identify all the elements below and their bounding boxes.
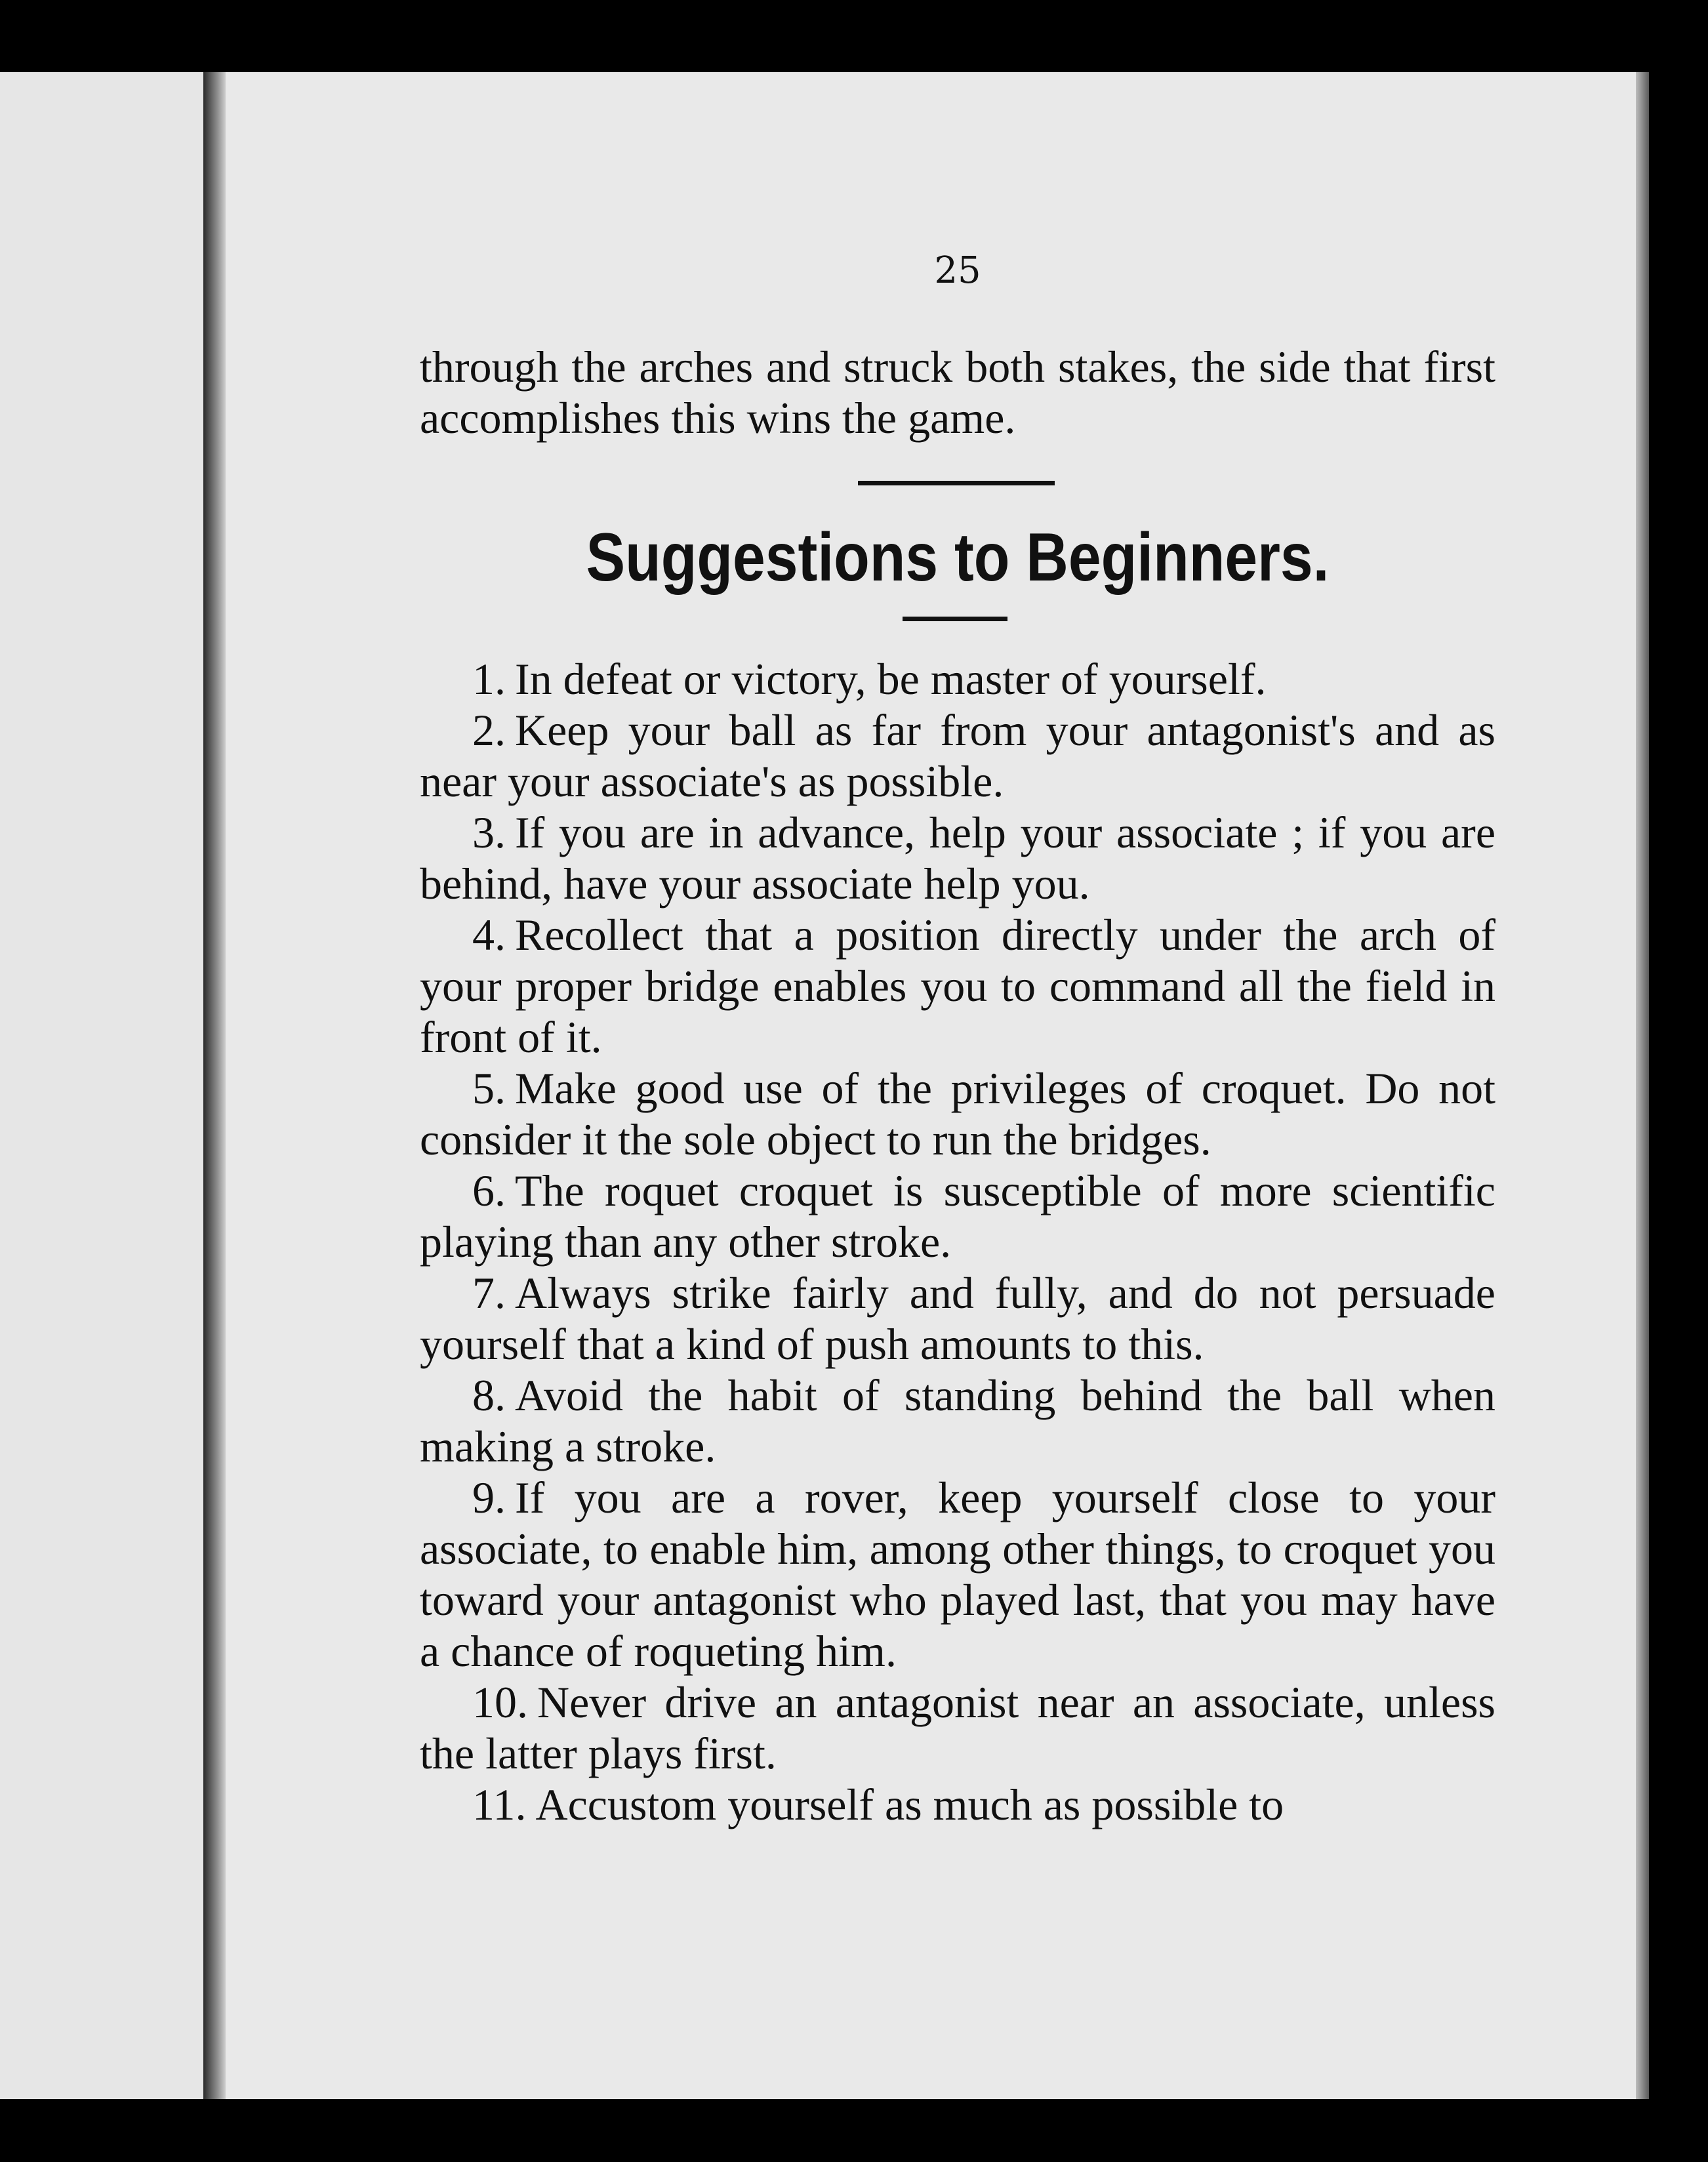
suggestion-text: Make good use of the privileges of croquet. Do not consider it the sole object to run the bridges. — [420, 1063, 1495, 1164]
suggestion-number: 10. — [472, 1677, 528, 1727]
suggestion-item — [420, 704, 1495, 807]
suggestion-item — [420, 807, 1495, 909]
suggestion-item — [420, 1063, 1495, 1165]
suggestion-number: 2. — [472, 705, 506, 755]
suggestion-number: 7. — [472, 1268, 506, 1318]
suggestion-text: Never drive an antagonist near an associate, unless the latter plays first. — [420, 1677, 1495, 1778]
suggestion-item — [420, 909, 1495, 1063]
suggestion-item — [420, 1165, 1495, 1267]
suggestion-text: Accustom yourself as much as possible to — [535, 1780, 1284, 1829]
suggestion-number: 1. — [472, 654, 506, 704]
suggestion-item — [420, 653, 1495, 704]
suggestion-number: 6. — [472, 1166, 506, 1215]
suggestion-item — [420, 1779, 1495, 1830]
suggestion-number: 9. — [472, 1473, 506, 1522]
suggestion-text: Always strike fairly and fully, and do not persuade yourself that a kind of push amounts to this. — [420, 1268, 1495, 1369]
suggestion-item — [420, 1472, 1495, 1677]
book-spine-gutter — [203, 72, 226, 2099]
heading-rule-top — [858, 481, 1055, 485]
suggestion-number: 4. — [472, 910, 506, 960]
suggestion-text: If you are a rover, keep yourself close to your associate, to enable him, among other things, to croquet you toward your antagonist who played last, that you may have a chance of roqueting him. — [420, 1473, 1495, 1676]
suggestions-list — [420, 653, 1495, 1830]
suggestion-number: 5. — [472, 1063, 506, 1113]
suggestion-text: Keep your ball as far from your antagonist's and as near your associate's as possible. — [420, 705, 1495, 806]
heading-rule-bottom — [903, 617, 1007, 621]
suggestion-text: The roquet croquet is susceptible of more scientific playing than any other stroke. — [420, 1166, 1495, 1267]
page-number: 25 — [934, 249, 981, 292]
suggestion-item — [420, 1370, 1495, 1472]
suggestion-text: Avoid the habit of standing behind the ball when making a stroke. — [420, 1370, 1495, 1471]
suggestion-item — [420, 1267, 1495, 1370]
page-right-edge — [1636, 72, 1649, 2099]
suggestion-text: Recollect that a position directly under the arch of your proper bridge enables you to command all the field in front of it. — [420, 910, 1495, 1062]
continuation-paragraph: through the arches and struck both stakes, the side that first accomplishes this wins the game. — [420, 342, 1495, 443]
section-heading: Suggestions to Beginners. — [586, 520, 1330, 596]
suggestion-number: 3. — [472, 807, 506, 857]
suggestion-number: 11. — [472, 1780, 527, 1829]
suggestion-text: In defeat or victory, be master of yourself. — [515, 654, 1267, 704]
suggestion-item — [420, 1677, 1495, 1779]
suggestion-text: If you are in advance, help your associate ; if you are behind, have your associate help you. — [420, 807, 1495, 908]
facing-page-edge — [0, 72, 203, 2099]
suggestion-number: 8. — [472, 1370, 506, 1420]
